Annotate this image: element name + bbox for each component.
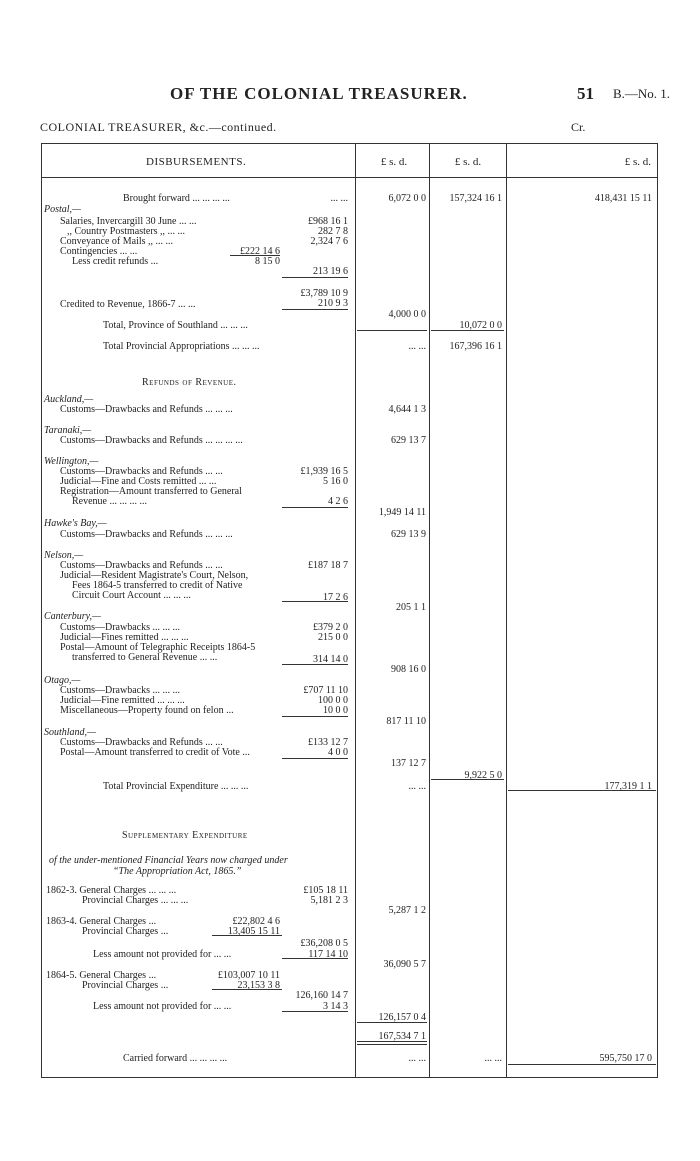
ledger-line: Total Provincial Expenditure ... ... ... — [103, 781, 249, 792]
subtotal-rule — [357, 330, 427, 331]
column-3-amount: 418,431 15 11 — [594, 193, 652, 204]
inner-amount: £22,802 4 6 — [232, 916, 280, 927]
subtotal-rule — [282, 1011, 348, 1012]
subtotal-rule — [282, 664, 348, 665]
detail-amount: £1,939 16 5 — [300, 466, 348, 477]
subtotal-rule — [230, 255, 280, 256]
detail-amount: 100 0 0 — [318, 695, 348, 706]
ledger-line: Conveyance of Mails ,, ... ... — [60, 236, 174, 247]
ledger-line: Contingencies ... ... — [60, 246, 138, 257]
column-1-amount: 629 13 9 — [391, 529, 426, 540]
ledger-line: “The Appropriation Act, 1865.” — [113, 866, 242, 877]
ledger-line: Southland,— — [44, 727, 96, 738]
column-1-amount: ... ... — [408, 781, 426, 792]
ledger-line: Revenue ... ... ... ... — [72, 496, 147, 507]
detail-amount: 314 14 0 — [313, 654, 348, 665]
ledger-side: Cr. — [571, 120, 586, 134]
ledger-line: Auckland,— — [44, 394, 94, 405]
column-2-amount: 9,922 5 0 — [464, 770, 502, 781]
subtotal-rule — [508, 1064, 656, 1065]
detail-amount: 215 0 0 — [318, 632, 348, 643]
subtotal-rule — [282, 507, 348, 508]
ledger-line: Customs—Drawbacks ... ... ... — [60, 685, 180, 696]
subtotal-rule — [282, 758, 348, 759]
subtotal-rule — [282, 601, 348, 602]
ledger-line: Refunds of Revenue. — [142, 377, 237, 388]
ledger-line: Customs—Drawbacks and Refunds ... ... — [60, 466, 223, 477]
detail-amount: £187 18 7 — [308, 560, 348, 571]
ledger-line: Provincial Charges ... — [82, 980, 169, 991]
ledger-line: Credited to Revenue, 1866-7 ... ... — [60, 299, 196, 310]
subtotal-rule — [431, 779, 504, 780]
column-rule — [429, 143, 430, 1078]
ledger-line: Canterbury,— — [44, 611, 101, 622]
ledger-line: Brought forward ... ... ... ... — [123, 193, 230, 204]
ledger-line: Otago,— — [44, 675, 81, 686]
column-1-amount: 6,072 0 0 — [388, 193, 426, 204]
ledger-line: Wellington,— — [44, 456, 99, 467]
inner-amount: 13,405 15 11 — [227, 926, 280, 937]
subtotal-rule — [212, 935, 282, 936]
ledger-line: of the under-mentioned Financial Years now charged under — [49, 855, 288, 866]
column-heading-2: £ s. d. — [454, 156, 482, 168]
subtotal-rule — [357, 1022, 427, 1023]
ledger-line: Miscellaneous—Property found on felon ... — [60, 705, 234, 716]
detail-amount: £105 18 11 — [303, 885, 348, 896]
ledger-line: Judicial—Fine and Costs remitted ... ... — [60, 476, 217, 487]
detail-amount: £379 2 0 — [313, 622, 348, 633]
ledger-line: Customs—Drawbacks and Refunds ... ... ... — [60, 529, 233, 540]
subtotal-rule — [282, 716, 348, 717]
column-2-amount: 167,396 16 1 — [449, 341, 502, 352]
ledger-line: Judicial—Fine remitted ... ... ... — [60, 695, 185, 706]
column-1-amount: ... ... — [408, 1053, 426, 1064]
column-1-amount: 137 12 7 — [391, 758, 426, 769]
page-number: 51 — [577, 84, 594, 103]
header-rule — [41, 177, 658, 178]
ledger-line: Nelson,— — [44, 550, 84, 561]
ledger-line: Registration—Amount transferred to General — [60, 486, 242, 497]
column-1-amount: 4,644 1 3 — [388, 404, 426, 415]
inner-amount: £222 14 6 — [240, 246, 280, 257]
ledger-line: Hawke's Bay,— — [44, 518, 107, 529]
column-rule — [506, 143, 507, 1078]
section-subtitle: COLONIAL TREASURER, &c.—continued. — [40, 120, 277, 134]
detail-amount: 126,160 14 7 — [295, 990, 348, 1001]
column-1-amount: 817 11 10 — [386, 716, 426, 727]
detail-amount: 210 9 3 — [318, 298, 348, 309]
page-title: OF THE COLONIAL TREASURER. — [170, 84, 468, 103]
column-1-amount: 1,949 14 11 — [378, 507, 426, 518]
column-heading-1: £ s. d. — [380, 156, 408, 168]
disbursements-heading: DISBURSEMENTS. — [146, 156, 247, 168]
ledger-line: Provincial Charges ... ... ... — [82, 895, 189, 906]
detail-amount: £968 16 1 — [308, 216, 348, 227]
subtotal-rule — [431, 330, 504, 331]
ledger-line: Postal,— — [44, 204, 81, 215]
ledger-line: Judicial—Fines remitted ... ... ... — [60, 632, 189, 643]
ledger-line: transferred to General Revenue ... ... — [72, 652, 218, 663]
ledger-line: Provincial Charges ... — [82, 926, 169, 937]
subtotal-rule — [282, 958, 348, 959]
detail-amount: 2,324 7 6 — [310, 236, 348, 247]
column-1-amount: ... ... — [408, 341, 426, 352]
column-rule — [355, 143, 356, 1078]
detail-amount: 17 2 6 — [323, 592, 348, 603]
ledger-line: Total, Province of Southland ... ... ... — [103, 320, 248, 331]
detail-amount: 4 2 6 — [328, 496, 348, 507]
ledger-line: Less amount not provided for ... ... — [93, 949, 232, 960]
column-3-amount: 595,750 17 0 — [599, 1053, 652, 1064]
ledger-line: Less credit refunds ... — [72, 256, 159, 267]
ledger-line: Customs—Drawbacks and Refunds ... ... ... — [60, 404, 233, 415]
column-1-amount: 629 13 7 — [391, 435, 426, 446]
ledger-line: Supplementary Expenditure — [122, 830, 248, 841]
ledger-line: 1863-4. General Charges ... — [46, 916, 157, 927]
inner-amount: £103,007 10 11 — [217, 970, 280, 981]
column-1-amount: 36,090 5 7 — [383, 959, 426, 970]
total-double-rule — [357, 1041, 427, 1045]
inner-amount: 8 15 0 — [255, 256, 280, 267]
column-1-amount: 167,534 7 1 — [378, 1031, 426, 1042]
ledger-line: Salaries, Invercargill 30 June ... ... — [60, 216, 197, 227]
ledger-line: Fees 1864-5 transferred to credit of Native — [72, 580, 243, 591]
column-heading-3: £ s. d. — [624, 156, 651, 168]
column-3-amount: 177,319 1 1 — [604, 781, 652, 792]
detail-amount: 213 19 6 — [313, 266, 348, 277]
ledger-line: Postal—Amount of Telegraphic Receipts 1864-5 — [60, 642, 256, 653]
ledger-line: Customs—Drawbacks and Refunds ... ... ... ... — [60, 435, 243, 446]
subtotal-rule — [508, 790, 656, 791]
column-1-amount: 126,157 0 4 — [378, 1012, 426, 1023]
ledger-line: Judicial—Resident Magistrate's Court, Nelson, — [60, 570, 249, 581]
detail-amount: 5 16 0 — [323, 476, 348, 487]
column-2-amount: ... ... — [484, 1053, 502, 1064]
ledger-line: Postal—Amount transferred to credit of Vote ... — [60, 747, 250, 758]
column-1-amount: 205 1 1 — [396, 602, 426, 613]
detail-amount: 5,181 2 3 — [310, 895, 348, 906]
ledger-line: Customs—Drawbacks ... ... ... — [60, 622, 180, 633]
detail-amount: 3 14 3 — [323, 1001, 348, 1012]
detail-amount: £707 11 10 — [303, 685, 348, 696]
ledger-line: Total Provincial Appropriations ... ... ... — [103, 341, 260, 352]
detail-amount: 117 14 10 — [308, 949, 348, 960]
ledger-line: 1864-5. General Charges ... — [46, 970, 157, 981]
inner-amount: 23,153 3 8 — [237, 980, 280, 991]
subtotal-rule — [212, 989, 282, 990]
ledger-table — [41, 143, 658, 1078]
ledger-line: Carried forward ... ... ... ... — [123, 1053, 228, 1064]
ledger-line: 1862-3. General Charges ... ... ... — [46, 885, 177, 896]
subtotal-rule — [282, 309, 348, 310]
detail-amount: 4 0 0 — [328, 747, 348, 758]
column-1-amount: 5,287 1 2 — [388, 905, 426, 916]
detail-amount: 282 7 8 — [318, 226, 348, 237]
ledger-line: Customs—Drawbacks and Refunds ... ... — [60, 737, 223, 748]
detail-amount: £36,208 0 5 — [300, 938, 348, 949]
detail-amount: £3,789 10 9 — [300, 288, 348, 299]
detail-amount: 10 0 0 — [323, 705, 348, 716]
ledger-line: ,, Country Postmasters ,, ... ... — [67, 226, 186, 237]
column-1-amount: 4,000 0 0 — [388, 309, 426, 320]
ledger-line: Taranaki,— — [44, 425, 92, 436]
column-1-amount: 908 16 0 — [391, 664, 426, 675]
detail-amount: £133 12 7 — [308, 737, 348, 748]
detail-amount: ... ... — [330, 193, 348, 204]
column-2-amount: 10,072 0 0 — [459, 320, 502, 331]
ledger-line: Customs—Drawbacks and Refunds ... ... — [60, 560, 223, 571]
ledger-line: Less amount not provided for ... ... — [93, 1001, 232, 1012]
subtotal-rule — [282, 277, 348, 278]
document-reference: B.—No. 1. — [613, 86, 671, 101]
ledger-line: Circuit Court Account ... ... ... — [72, 590, 191, 601]
column-2-amount: 157,324 16 1 — [449, 193, 502, 204]
